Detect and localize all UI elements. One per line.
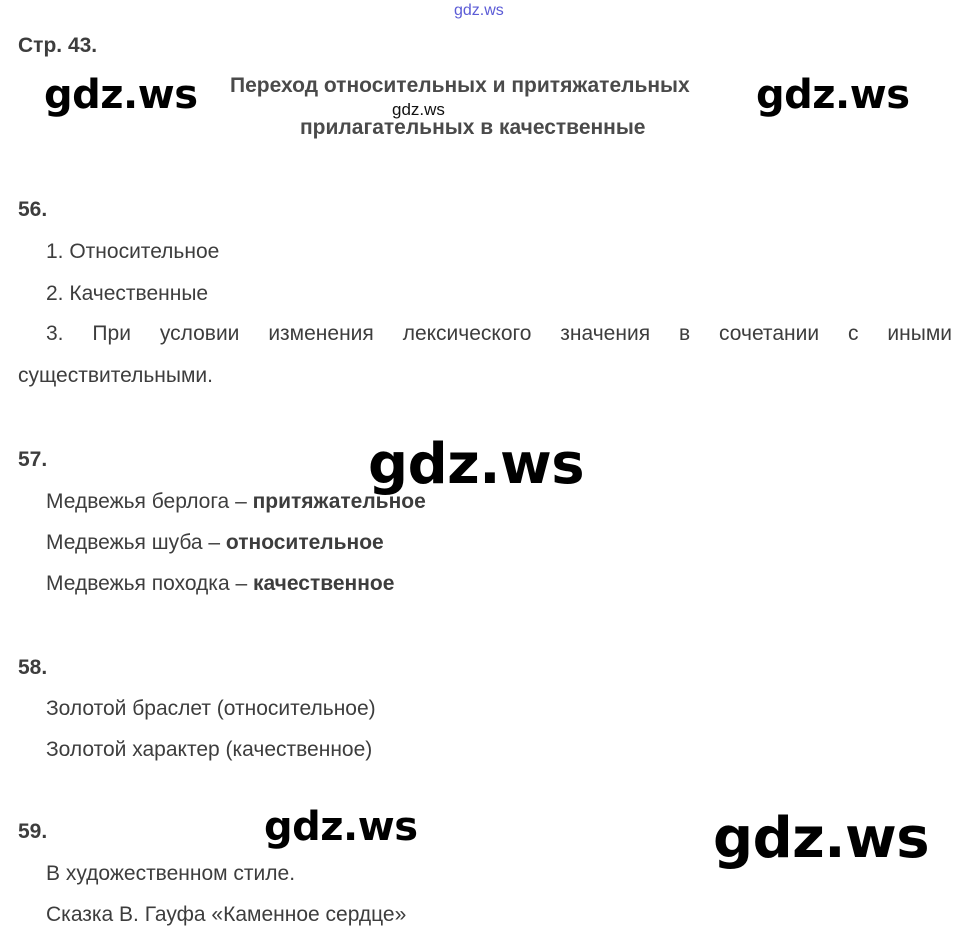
section-heading-line-1: Переход относительных и притяжательных — [230, 74, 690, 97]
exercise-57-row — [46, 572, 394, 596]
exercise-57-answer: притяжательное — [252, 490, 426, 513]
watermark-big-right: gdz.ws — [756, 72, 910, 118]
watermark-top: gdz.ws — [454, 2, 504, 19]
exercise-56-item-3-line-2: существительными. — [18, 364, 213, 387]
exercise-57-number: 57. — [18, 448, 48, 471]
exercise-57-answer: качественное — [253, 572, 395, 595]
exercise-57-row — [46, 531, 384, 555]
page-number: Стр. 43. — [18, 34, 98, 57]
exercise-59-number: 59. — [18, 820, 48, 843]
watermark-big-bottom-mid: gdz.ws — [264, 804, 418, 850]
exercise-56-item-3-line-1: 3. При условии изменения лексического значения в сочетании с иными — [46, 322, 952, 345]
watermark-big-bottom-right: gdz.ws — [713, 806, 930, 871]
watermark-small-center: gdz.ws — [392, 100, 445, 119]
exercise-57-phrase: Медвежья шуба – — [46, 531, 226, 554]
exercise-57-answer: относительное — [225, 531, 384, 554]
watermark-big-center: gdz.ws — [368, 432, 585, 497]
exercise-58-line-1: Золотой браслет (относительное) — [46, 697, 376, 720]
exercise-56-item-1: 1. Относительное — [46, 240, 220, 263]
exercise-58-number: 58. — [18, 656, 48, 679]
exercise-58-line-2: Золотой характер (качественное) — [46, 738, 373, 761]
watermark-big-left: gdz.ws — [44, 72, 198, 118]
exercise-57-phrase: Медвежья берлога – — [46, 490, 253, 513]
exercise-56-item-2: 2. Качественные — [46, 282, 209, 305]
section-heading-line-2: прилагательных в качественные — [300, 116, 646, 139]
exercise-59-line-2: Сказка В. Гауфа «Каменное сердце» — [46, 903, 407, 926]
exercise-56-number: 56. — [18, 198, 48, 221]
exercise-59-line-1: В художественном стиле. — [46, 862, 296, 885]
exercise-57-phrase: Медвежья походка – — [46, 572, 253, 595]
